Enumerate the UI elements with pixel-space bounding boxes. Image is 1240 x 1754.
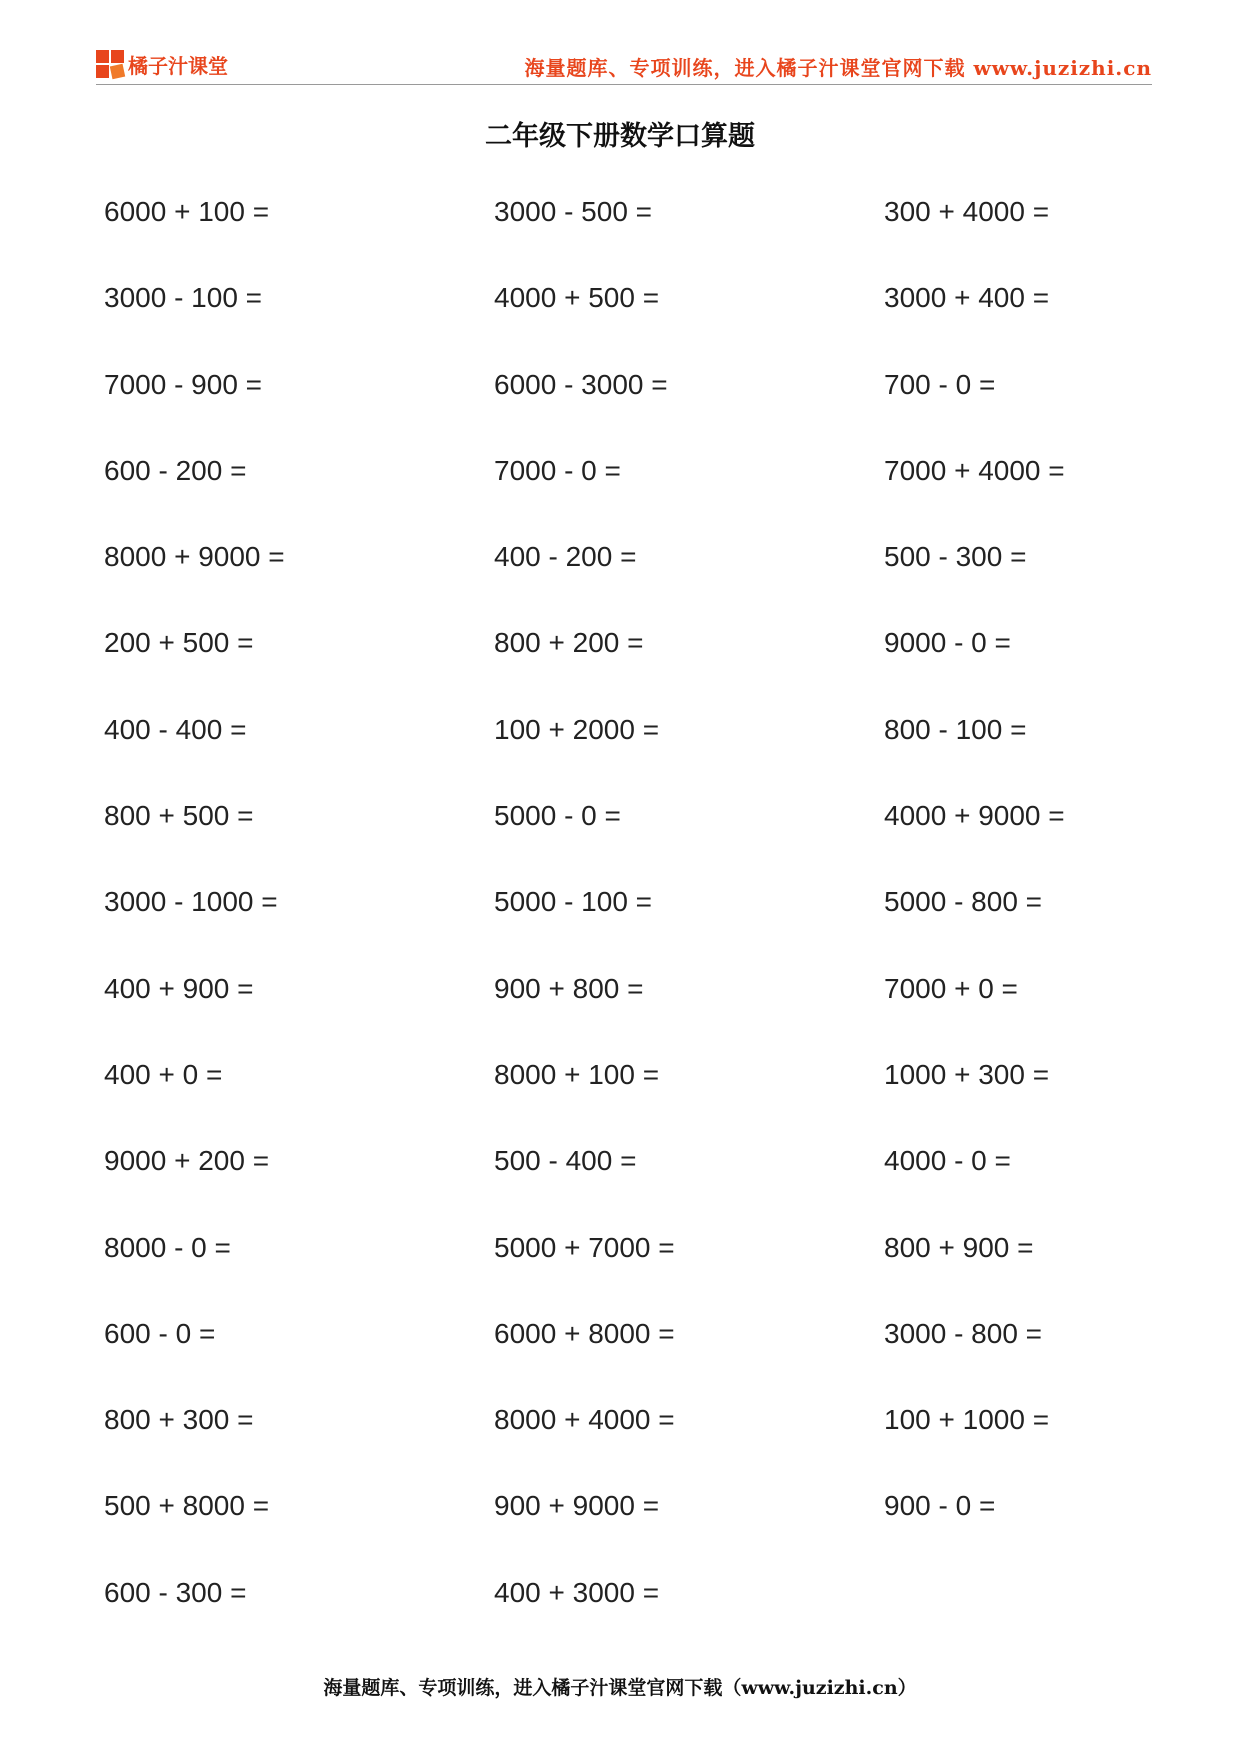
problem-item: 800 + 200 =	[494, 627, 644, 659]
problem-item: 400 - 200 =	[494, 541, 637, 573]
problem-item: 7000 - 0 =	[494, 454, 621, 486]
problem-item: 400 - 400 =	[104, 713, 247, 745]
problem-item: 400 + 900 =	[104, 972, 254, 1004]
brand-logo	[96, 48, 228, 80]
problem-item: 900 + 9000 =	[494, 1490, 660, 1522]
problem-item: 7000 - 900 =	[104, 368, 263, 400]
page-title: 二年级下册数学口算题	[485, 121, 755, 152]
problem-item: 600 - 200 =	[104, 454, 247, 486]
problem-item: 3000 - 800 =	[884, 1317, 1043, 1349]
problem-item: 5000 - 0 =	[494, 800, 621, 832]
problem-item: 3000 - 500 =	[494, 196, 653, 227]
problem-item: 5000 - 100 =	[494, 886, 653, 918]
problem-item: 5000 + 7000 =	[494, 1231, 675, 1263]
problem-item: 800 - 100 =	[884, 713, 1027, 745]
logo-text: 橘子汁课堂	[128, 53, 228, 78]
logo-icon	[96, 50, 124, 78]
problem-item: 6000 + 100 =	[104, 196, 270, 227]
problem-item: 3000 + 400 =	[884, 282, 1050, 314]
problem-item: 9000 + 200 =	[104, 1145, 270, 1177]
problem-item: 300 + 4000 =	[884, 196, 1050, 227]
page-footer: 海量题库、专项训练，进入橘子汁课堂官网下载（www.juzizhi.cn）	[323, 1677, 917, 1699]
problem-item: 6000 - 3000 =	[494, 368, 668, 400]
problem-item: 6000 + 8000 =	[494, 1317, 675, 1349]
problem-item: 8000 + 100 =	[494, 1058, 660, 1090]
problem-item: 3000 - 100 =	[104, 282, 263, 314]
problem-item: 5000 - 800 =	[884, 886, 1043, 918]
problem-column-1	[104, 192, 494, 1659]
header-divider	[96, 84, 1152, 85]
problem-item: 7000 + 4000 =	[884, 454, 1065, 486]
problem-item: 900 + 800 =	[494, 972, 644, 1004]
page-header	[96, 40, 1152, 84]
problem-item: 4000 + 9000 =	[884, 800, 1065, 832]
problem-item: 500 - 300 =	[884, 541, 1027, 573]
problem-item: 600 - 0 =	[104, 1317, 216, 1349]
problem-item: 400 + 0 =	[104, 1058, 223, 1090]
problem-item: 800 + 500 =	[104, 800, 254, 832]
problem-item: 400 + 3000 =	[494, 1576, 660, 1608]
problem-item: 9000 - 0 =	[884, 627, 1011, 659]
problem-grid	[104, 192, 1184, 1632]
problem-column-2	[494, 192, 884, 1659]
problem-item: 100 + 1000 =	[884, 1404, 1050, 1436]
problem-item: 7000 + 0 =	[884, 972, 1018, 1004]
problem-item: 600 - 300 =	[104, 1576, 247, 1608]
problem-item: 800 + 900 =	[884, 1231, 1034, 1263]
problem-item: 700 - 0 =	[884, 368, 996, 400]
problem-item: 500 - 400 =	[494, 1145, 637, 1177]
problem-item: 8000 + 9000 =	[104, 541, 285, 573]
problem-item: 100 + 2000 =	[494, 713, 660, 745]
problem-item: 200 + 500 =	[104, 627, 254, 659]
problem-item: 8000 + 4000 =	[494, 1404, 675, 1436]
problem-item: 8000 - 0 =	[104, 1231, 231, 1263]
header-slogan: 海量题库、专项训练，进入橘子汁课堂官网下载 www.juzizhi.cn	[524, 56, 1152, 80]
problem-item: 3000 - 1000 =	[104, 886, 278, 918]
problem-item: 4000 - 0 =	[884, 1145, 1011, 1177]
problem-item: 1000 + 300 =	[884, 1058, 1050, 1090]
problem-item: 4000 + 500 =	[494, 282, 660, 314]
problem-item: 500 + 8000 =	[104, 1490, 270, 1522]
problem-column-3	[884, 192, 1240, 1573]
problem-item: 900 - 0 =	[884, 1490, 996, 1522]
problem-item: 800 + 300 =	[104, 1404, 254, 1436]
